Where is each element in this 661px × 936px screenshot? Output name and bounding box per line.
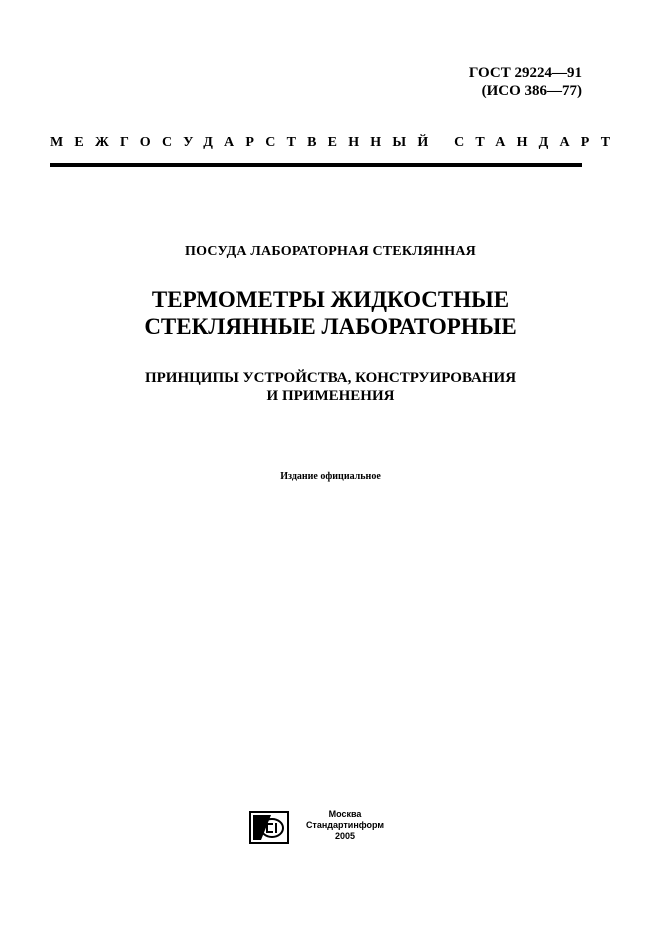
interstate-standard-banner: МЕЖГОСУДАРСТВЕННЫЙ СТАНДАРТ bbox=[50, 135, 622, 150]
publisher-city: Москва bbox=[328, 809, 362, 819]
document-code bbox=[469, 64, 582, 100]
subtitle-line-2: И ПРИМЕНЕНИЯ bbox=[266, 388, 395, 404]
main-title-line-1: ТЕРМОМЕТРЫ ЖИДКОСТНЫЕ bbox=[151, 287, 510, 312]
main-title-line-2: СТЕКЛЯННЫЕ ЛАБОРАТОРНЫЕ bbox=[144, 314, 517, 339]
subtitle-line-1: ПРИНЦИПЫ УСТРОЙСТВА, КОНСТРУИРОВАНИЯ bbox=[144, 370, 517, 386]
header-divider bbox=[50, 163, 582, 167]
iso-number: (ИСО 386—77) bbox=[481, 83, 582, 99]
publisher-name: Стандартинформ bbox=[305, 820, 385, 830]
publication-year: 2005 bbox=[334, 831, 356, 841]
standartinform-logo-icon bbox=[249, 811, 289, 844]
publisher-imprint bbox=[305, 809, 385, 842]
gost-number: ГОСТ 29224—91 bbox=[468, 65, 582, 81]
series-title: ПОСУДА ЛАБОРАТОРНАЯ СТЕКЛЯННАЯ bbox=[185, 244, 476, 259]
edition-label: Издание официальное bbox=[280, 471, 381, 482]
subtitle bbox=[0, 369, 661, 405]
main-title bbox=[0, 286, 661, 340]
